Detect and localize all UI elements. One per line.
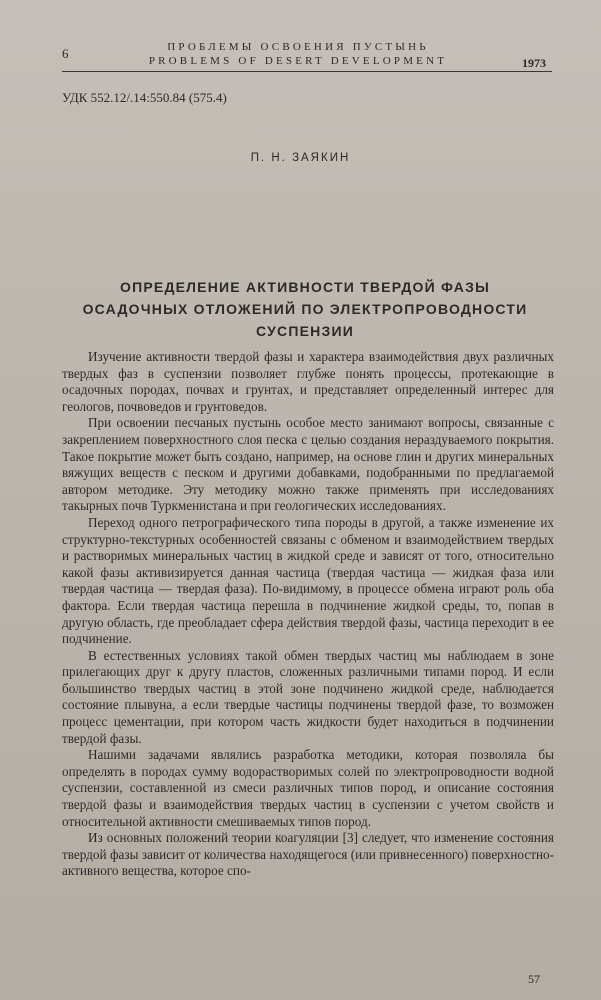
body-paragraph: Переход одного петрографического типа породы в другой, а также изменение их структурно-текстурных особенностей связаны с обменом и взаимодействием твердых и растворимых минеральных частиц в жидкой среде и зависят от того, относительно какой фазы активизируется данная частица (твердая частица — жидкая фаза или твердая частица — твердая фаза). По-видимому, в процессе обмена играют роль оба фактора. Если твердая частица перешла в подчинение жидкой среды, то, попав в другую область, где преобладает сфера действия твердой фазы, частица переходит в ее подчинение.: [62, 514, 554, 647]
journal-title-en: PROBLEMS OF DESERT DEVELOPMENT: [148, 55, 448, 67]
journal-year: 1973: [522, 56, 546, 70]
journal-title-ru: ПРОБЛЕМЫ ОСВОЕНИЯ ПУСТЫНЬ: [167, 41, 429, 53]
journal-title: [118, 40, 478, 68]
header-page-number: 6: [62, 46, 69, 61]
body-paragraph: При освоении песчаных пустынь особое место занимают вопросы, связанные с закреплением поверхностного слоя песка с целью создания нераздуваемого покрытия. Такое покрытие может быть создано, например, на основе глин и других минеральных вяжущих веществ с песком и другими добавками, подобранными по предлагаемой автором методике. Эту методику можно также применять при исследованиях такырных почв Туркменистана и при геологических исследованиях.: [62, 415, 554, 514]
article-title: [60, 276, 550, 342]
body-paragraph: Из основных положений теории коагуляции [3] следует, что изменение состояния твердой фазы зависит от количества находящегося (или привнесенного) поверхностно-активного вещества, которое спо-: [62, 830, 554, 879]
udc-code: УДК 552.12/.14:550.84 (575.4): [62, 90, 227, 105]
body-paragraph: Изучение активности твердой фазы и характера взаимодействия двух различных твердых фаз в суспензии позволяет глубже понять процессы, протекающие в осадочных породах, почвах и грунтах, и представляет определенный интерес для геологов, почвоведов и грунтоведов.: [62, 349, 554, 414]
footer-page-number: 57: [528, 972, 540, 986]
body-paragraph: В естественных условиях такой обмен твердых частиц мы наблюдаем в зоне прилегающих друг к другу пластов, сложенных различными типами пород. И если большинство твердых частиц в этой зоне подчинено жидкой среде, наблюдается состояние плывуна, а если твердые частицы подчинены твердой фазе, то возможен процесс цементации, при котором часть жидкости будет находиться в подчинении твердой фазы.: [62, 647, 554, 746]
author-name: П. Н. ЗАЯКИН: [250, 152, 351, 164]
article-title-line: ОСАДОЧНЫХ ОТЛОЖЕНИЙ ПО ЭЛЕКТРОПРОВОДНОСТИ: [82, 301, 528, 317]
body-paragraph: Нашими задачами являлись разработка методики, которая позволяла бы определять в породах сумму водорастворимых солей по электропроводности водной суспензии, составленной из смеси различных типов пород, и описание состояния твердой фазы и взаимодействия твердых частиц в суспензии с учетом свойств и относительной активности смешиваемых типов пород.: [62, 747, 554, 829]
article-title-line: ОПРЕДЕЛЕНИЕ АКТИВНОСТИ ТВЕРДОЙ ФАЗЫ: [120, 279, 490, 295]
article-body: [62, 349, 554, 880]
article-title-line: СУСПЕНЗИИ: [256, 323, 354, 339]
header-divider: [62, 71, 552, 72]
